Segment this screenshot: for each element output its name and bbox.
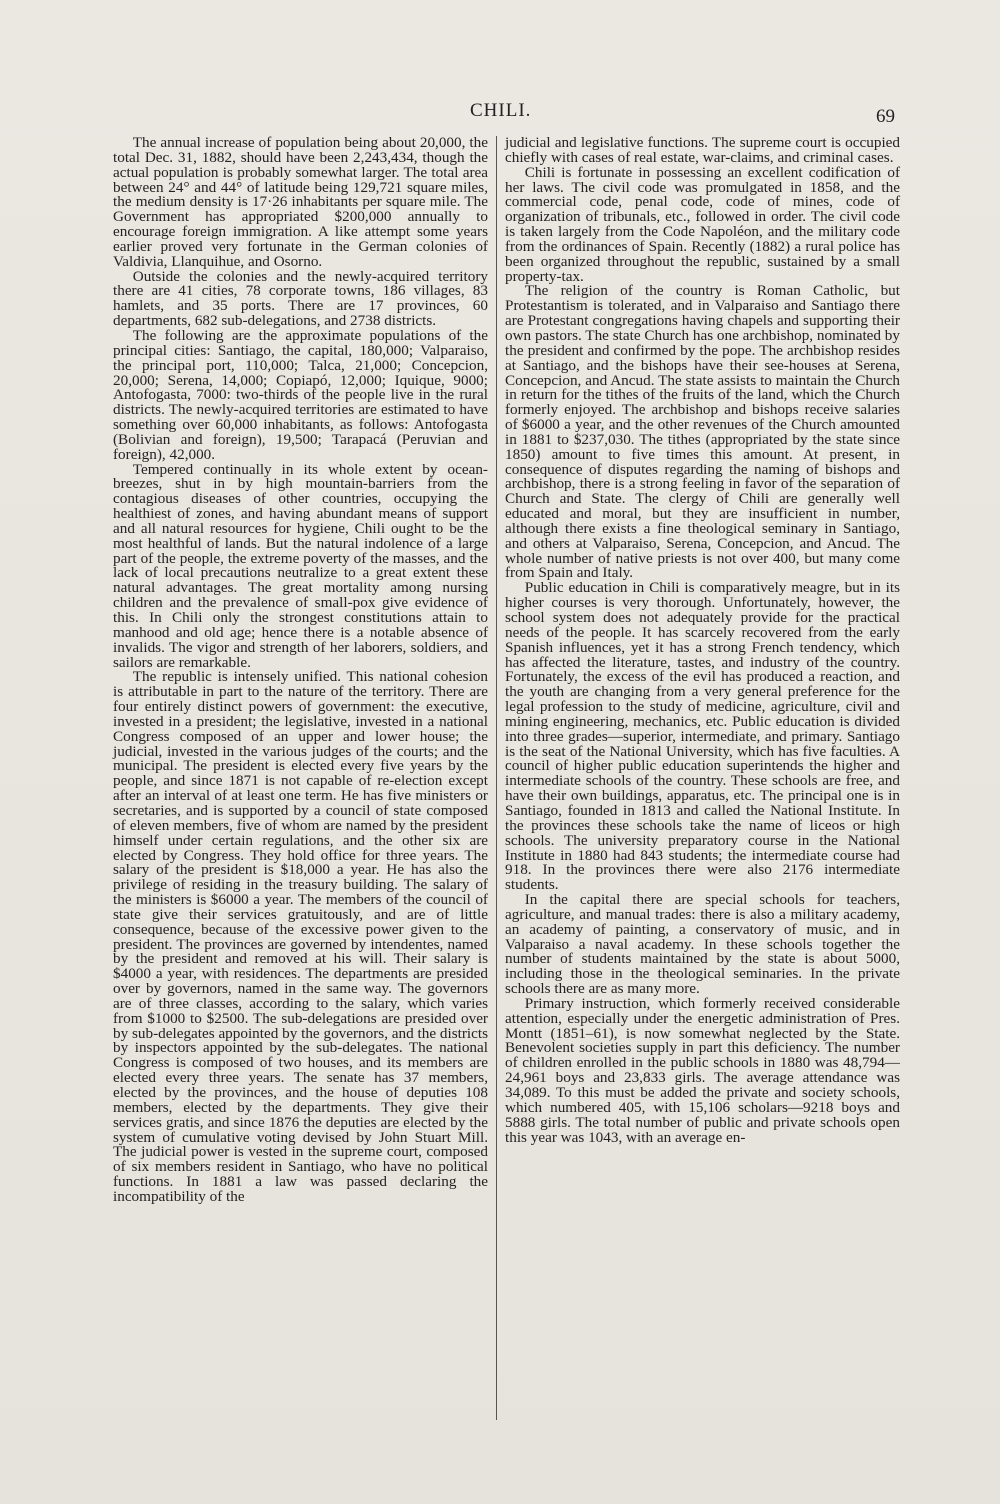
paragraph-government: The republic is intensely unified. This national cohesion is attributable in part to the nature of the territory. There are four entirely distinct powers of government: the executive, invested in a president; the legislative, invested in a national Congress composed of an upper and lower house; the judicial, invested in the various judges of the courts; and the municipal. The president is elected every five years by the people, and since 1871 is not capable of re-election except after an interval of at least one term. He has five ministers or secretaries, and is supported by a council of state composed of eleven members, five of whom are named by the president himself under certain regulations, and the other six are elected by Congress. They hold office for three years. The salary of the president is $18,000 a year. He has also the privilege of residing in the treasury building. The salary of the ministers is $6000 a year. The members of the council of state give their services gratuitously, and are of little consequence, because of the excessive power given to the president. The provinces are governed by intendentes, named by the president and removed at his will. Their salary is $4000 a year, with residences. The departments are presided over by governors, named in the same way. The governors are of three classes, according to the salary, which varies from $1000 to $2500. The sub-delegations are presided over by sub-delegates appointed by the governors, and the districts by inspectors appointed by the sub-delegates. The national Congress is composed of two houses, and its members are elected every three years. The senate has 37 members, elected by the provinces, and the house of deputies 108 members, elected by the departments. They give their services gratis, and since 1876 the deputies are elected by the system of cumulative voting devised by John Stuart Mill. The judicial power is vested in the supreme court, composed of six members resident in Santiago, who have no political functions. In 1881 a law was passed declaring the incompatibility of the <box>113 668 488 1205</box>
paragraph-city-populations: The following are the approximate populations of the principal cities: Santiago, the capital, 180,000; Valparaiso, the principal port, 110,000; Talca, 21,000; Concepcion, 20,000; Serena, 14,000; Copiapó, 12,000; Iquique, 9000; Antofogasta, 7000: two-thirds of the people live in the rural districts. The newly-acquired territories are estimated to have something over 60,000 inhabitants, as follows: Antofogasta (Bolivian and foreign), 19,500; Tarapacá (Peruvian and foreign), 42,000. <box>113 326 488 463</box>
paragraph-population-increase: The annual increase of population being about 20,000, the total Dec. 31, 1882, should have been 2,243,434, though the actual population is probably somewhat larger. The total area between 24° and 44° of latitude being 129,721 square miles, the medium density is 17·26 inhabitants per square mile. The Government has appropriated $200,000 annually to encourage foreign immigration. A like attempt some years earlier proved very fortunate in the German colonies of Valdivia, Llanquihue, and Osorno. <box>113 134 488 270</box>
paragraph-territorial-divisions: Outside the colonies and the newly-acquired territory there are 41 cities, 78 corporate towns, 186 villages, 83 hamlets, and 35 ports. There are 17 provinces, 60 departments, 682 sub-delegations, and 2738 districts. <box>113 267 488 330</box>
paragraph-judicial-continued: judicial and legislative functions. The supreme court is occupied chiefly with cases of real estate, war-claims, and criminal cases. <box>505 134 900 166</box>
column-divider <box>496 136 497 1420</box>
paragraph-special-schools: In the capital there are special schools for teachers, agriculture, and manual trades: there is also a military academy, an academy of painting, a conservatory of music, and in Valparaiso a naval academy. In these schools together the number of students maintained by the state is about 5000, including those in the theological seminaries. In the private schools there are as many more. <box>505 891 900 998</box>
paragraph-law-codes: Chili is fortunate in possessing an excellent codification of her laws. The civil code was promulgated in 1858, and the commercial code, penal code, code of mines, code of organization of tribunals, etc., followed in order. The civil code is taken largely from the Code Napoléon, and the military code from the ordinances of Spain. Recently (1882) a rural police has been organized throughout the republic, sustained by a small property-tax. <box>505 163 900 285</box>
page-title: CHILI. <box>470 100 532 121</box>
running-head <box>0 100 1000 130</box>
right-column <box>505 136 900 1145</box>
paragraph-climate-health: Tempered continually in its whole extent by ocean-breezes, shut in by high mountain-barriers from the contagious diseases of other countries, occupying the healthiest of zones, and having abundant means of support and all natural resources for hygiene, Chili ought to be the most healthful of lands. But the natural indolence of a large part of the people, the extreme poverty of the masses, and the lack of local precautions neutralize to a great extent these natural advantages. The great mortality among nursing children and the prevalence of small-pox give evidence of this. In Chili only the strongest constitutions attain to manhood and old age; hence there is a notable absence of invalids. The vigor and strength of her laborers, soldiers, and sailors are remarkable. <box>113 460 488 671</box>
paragraph-public-education: Public education in Chili is comparatively meagre, but in its higher courses is very thorough. Unfortunately, however, the school system does not adequately provide for the practical needs of the people. It has scarcely recovered from the early Spanish influences, yet it has a strong French tendency, which has affected the literature, tastes, and industry of the country. Fortunately, the excess of the evil has produced a reaction, and the youth are changing from a very general preference for the legal profession to the study of medicine, agriculture, civil and mining engineering, mechanics, etc. Public education is divided into three grades—superior, intermediate, and primary. Santiago is the seat of the National University, which has five faculties. A council of higher public education superintends the higher and intermediate schools of the country. These schools are free, and have their own buildings, apparatus, etc. The principal one is in Santiago, founded in 1813 and called the National Institute. In the provinces these schools take the name of liceos or high schools. The university preparatory course in the National Institute in 1880 had 843 students; the intermediate course had 918. In the provinces there were also 2176 intermediate students. <box>505 579 900 894</box>
paragraph-religion: The religion of the country is Roman Catholic, but Protestantism is tolerated, and in Valparaiso and Santiago there are Protestant congregations having chapels and supporting their own pastors. The state Church has one archbishop, nominated by the president and confirmed by the pope. The archbishop resides at Santiago, and the bishops have their see-houses at Serena, Concepcion, and Ancud. The state assists to maintain the Church in return for the tithes of the fruits of the land, which the Church formerly enjoyed. The archbishop and bishops receive salaries of $6000 a year, and the other revenues of the Church amounted in 1881 to $237,030. The tithes (appropriated by the state since 1850) amount to five times this amount. At present, in consequence of disputes regarding the naming of bishops and archbishop, there is a strong feeling in favor of the separation of Church and State. The clergy of Chili are generally well educated and moral, but they are insufficient in number, although there exists a fine theological seminary in Santiago, and others at Valparaiso, Serena, Concepcion, and Ancud. The whole number of native priests is not over 400, but many come from Spain and Italy. <box>505 282 900 582</box>
paragraph-primary-instruction: Primary instruction, which formerly received considerable attention, especially under the energetic administration of Pres. Montt (1851–61), is now somewhat neglected by the State. Benevolent societies supply in part this deficiency. The number of children enrolled in the public schools in 1880 was 48,794—24,961 boys and 23,833 girls. The average attendance was 34,089. To this must be added the private and society schools, which numbered 405, with 15,106 scholars—9218 boys and 5888 girls. The total number of public and private schools open this year was 1043, with an average en- <box>505 994 900 1146</box>
page-number: 69 <box>876 106 895 127</box>
left-column <box>113 136 488 1205</box>
